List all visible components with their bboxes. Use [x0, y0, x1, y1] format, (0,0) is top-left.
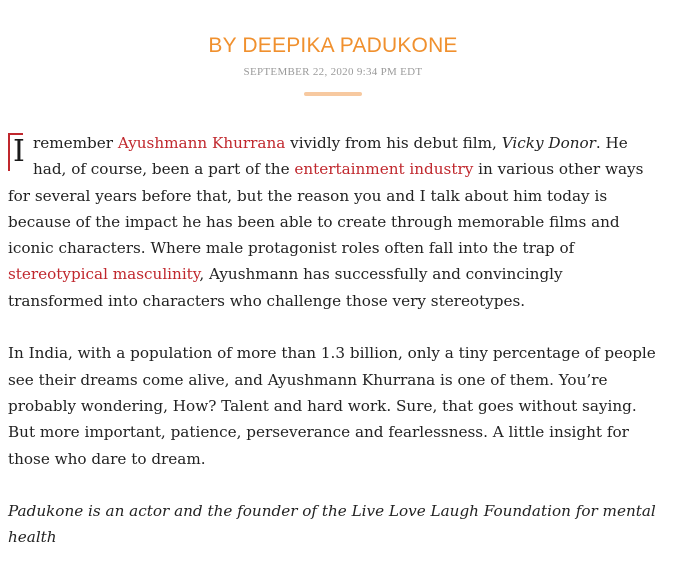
text-segment: in various other ways for several years before that, but the reason you and I talk about him today is because of the impact he has been able to create through memorable films and iconic characters. Where male protagonist roles often fall into the trap of: [8, 160, 644, 258]
text-segment: vividly from his debut film,: [285, 134, 502, 152]
text-segment: , Ayushmann has successfully and convincingly transformed into characters who challenge those very stereotypes.: [8, 265, 563, 310]
link-entertainment-industry[interactable]: entertainment industry: [294, 160, 474, 179]
publish-date: SEPTEMBER 22, 2020 9:34 PM EDT: [243, 66, 423, 78]
article-body: [8, 130, 658, 577]
author-footnote: Padukone is an actor and the founder of the Live Love Laugh Foundation for mental health: [8, 502, 656, 547]
film-title: Vicky Donor: [501, 134, 596, 152]
link-stereotypical-masculinity[interactable]: stereotypical masculinity: [8, 265, 200, 284]
text-segment: . He had, of course, been a part of the: [33, 134, 628, 179]
link-ayushmann-khurrana[interactable]: Ayushmann Khurrana: [117, 134, 286, 152]
author-byline: BY DEEPIKA PADUKONE: [208, 34, 458, 57]
header-divider: [304, 92, 362, 96]
text-segment: remember: [33, 134, 118, 152]
paragraph-1: [8, 130, 658, 314]
drop-cap-letter: I: [8, 133, 23, 171]
paragraph-2: In India, with a population of more than 1.3 billion, only a tiny percentage of people see their dreams come alive, and Ayushmann Khurrana is one of them. You’re probably wondering, How? Talent and hard work. Sure, that goes without saying. But more important, patience, perseverance and fearlessness. A little insight for those who dare to dream.: [8, 344, 656, 468]
